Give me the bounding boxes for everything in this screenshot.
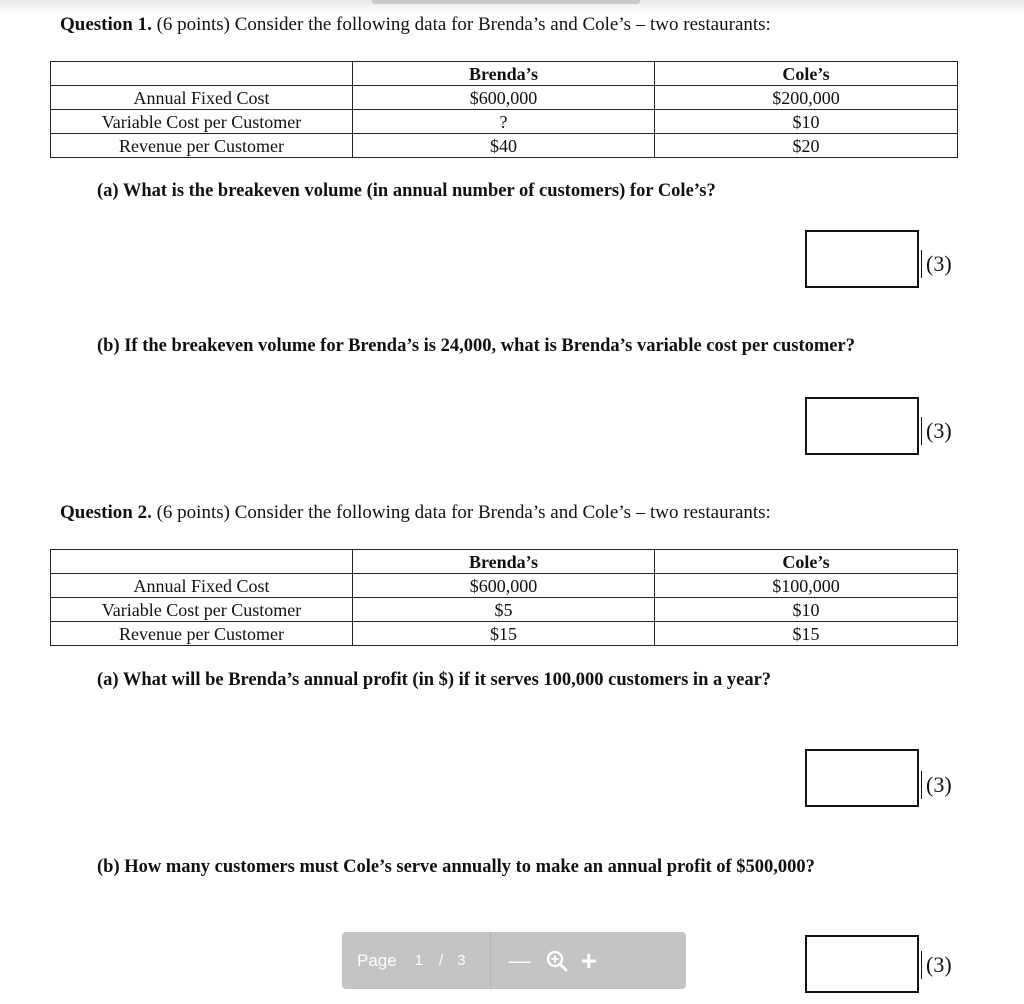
table-row: [51, 574, 958, 598]
question-1b-points: (3): [921, 417, 952, 445]
question-2-table: [50, 549, 958, 646]
row-label: Variable Cost per Customer: [51, 110, 353, 134]
table-header-row: [51, 550, 958, 574]
table-row: [51, 110, 958, 134]
brenda-value: $600,000: [353, 574, 655, 598]
current-page-input[interactable]: 1: [414, 952, 424, 969]
question-1b-text: (b) If the breakeven volume for Brenda’s is 24,000, what is Brenda’s variable cost per customer?: [97, 336, 855, 356]
cole-value: $100,000: [655, 574, 958, 598]
brenda-value: $15: [353, 622, 655, 646]
page-label: Page: [357, 950, 397, 970]
cole-value: $15: [655, 622, 958, 646]
zoom-icon[interactable]: [545, 949, 569, 973]
table-header-brenda: Brenda’s: [353, 62, 655, 86]
question-1-intro: (6 points) Consider the following data for Brenda’s and Cole’s – two restaurants:: [151, 14, 771, 35]
row-label: Revenue per Customer: [51, 622, 353, 646]
table-header-empty: [51, 62, 353, 86]
table-header-brenda: Brenda’s: [353, 550, 655, 574]
question-2-heading: [60, 502, 771, 524]
table-row: [51, 622, 958, 646]
question-1a-answer-box[interactable]: [805, 230, 919, 288]
question-1b-answer-box[interactable]: [805, 397, 919, 455]
table-header-cole: Cole’s: [655, 62, 958, 86]
question-2b-text: (b) How many customers must Cole’s serve annually to make an annual profit of $500,000?: [97, 857, 815, 877]
row-label: Revenue per Customer: [51, 134, 353, 158]
cole-value: $200,000: [655, 86, 958, 110]
brenda-value: $600,000: [353, 86, 655, 110]
total-pages: 3: [457, 952, 466, 969]
brenda-value: ?: [353, 110, 655, 134]
table-header-cole: Cole’s: [655, 550, 958, 574]
cole-value: $20: [655, 134, 958, 158]
question-1-number: Question 1.: [60, 14, 152, 35]
question-2a-answer-box[interactable]: [805, 749, 919, 807]
question-1-table: [50, 61, 958, 158]
table-row: [51, 598, 958, 622]
brenda-value: $5: [353, 598, 655, 622]
question-2-number: Question 2.: [60, 502, 152, 523]
viewer-toolbar-tab[interactable]: [372, 0, 640, 4]
zoom-out-button[interactable]: —: [508, 947, 531, 973]
question-2a-text: (a) What will be Brenda’s annual profit (in $) if it serves 100,000 customers in a year?: [97, 670, 772, 690]
question-1-heading: [60, 14, 771, 36]
zoom-in-button[interactable]: +: [580, 944, 597, 976]
page-separator: /: [439, 952, 444, 969]
cole-value: $10: [655, 598, 958, 622]
table-header-row: [51, 62, 958, 86]
row-label: Variable Cost per Customer: [51, 598, 353, 622]
question-2-intro: (6 points) Consider the following data for Brenda’s and Cole’s – two restaurants:: [151, 502, 771, 523]
question-2a-points: (3): [921, 771, 952, 799]
page-navigation-toolbar: [342, 932, 686, 989]
row-label: Annual Fixed Cost: [51, 86, 353, 110]
toolbar-divider: [490, 932, 491, 989]
cole-value: $10: [655, 110, 958, 134]
question-2b-answer-box[interactable]: [805, 935, 919, 993]
question-1a-text: (a) What is the breakeven volume (in annual number of customers) for Cole’s?: [97, 181, 716, 201]
question-1a-points: (3): [921, 250, 952, 278]
question-2b-points: (3): [921, 951, 952, 979]
table-row: [51, 86, 958, 110]
row-label: Annual Fixed Cost: [51, 574, 353, 598]
table-header-empty: [51, 550, 353, 574]
brenda-value: $40: [353, 134, 655, 158]
table-row: [51, 134, 958, 158]
